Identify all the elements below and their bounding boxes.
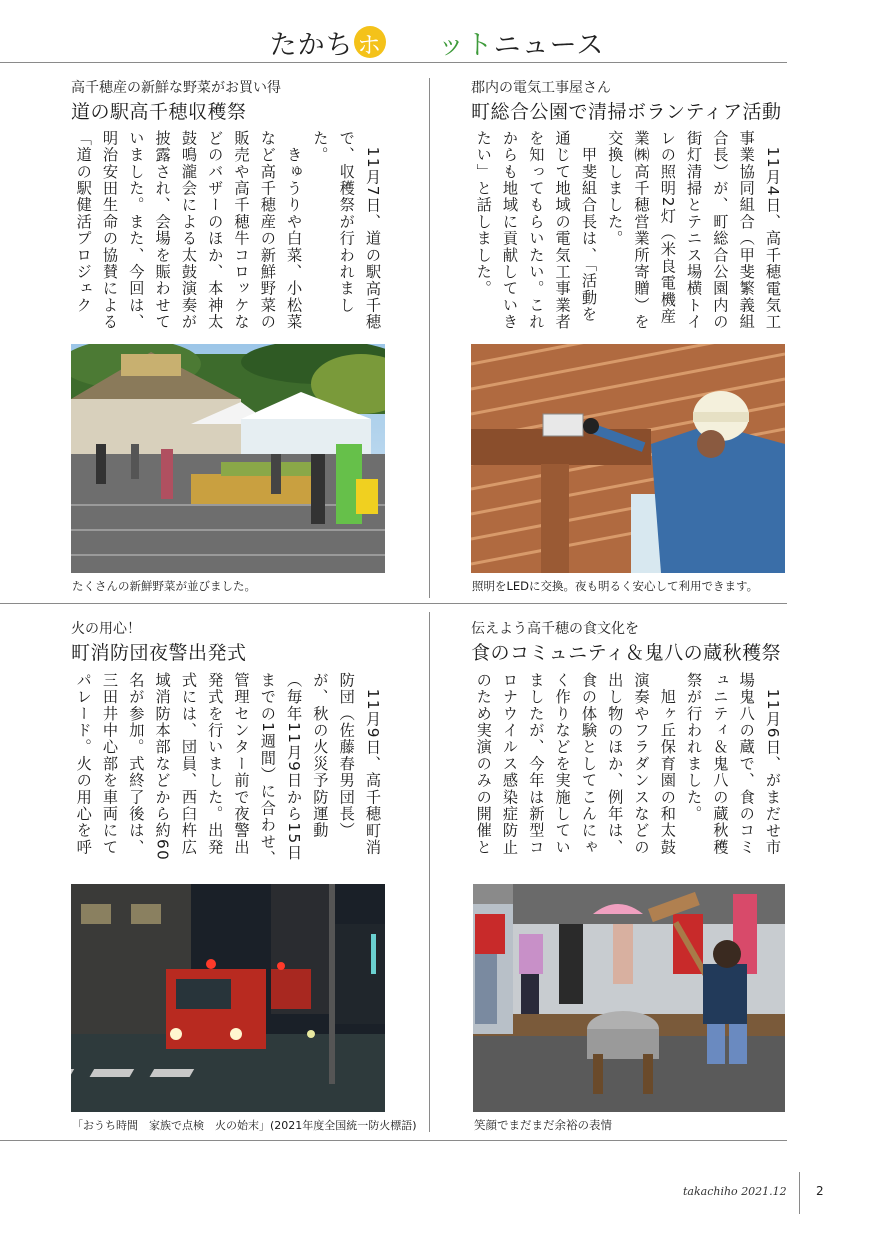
masthead-title-hot: ホ ット bbox=[354, 23, 494, 62]
article-body: 11月4日、高千穂電気工事業協同組合（甲斐繁義組合長）が、町総合公園内の街灯清掃とテニス場横トイレの照明2灯（米良電機産業㈱高千穂営業所寄贈）を交換しました。 甲斐組合長は、「活動を通じて地域の電気工事業者を知ってもらいたい。これからも地域に貢献していきたい」と話しました。 bbox=[474, 130, 782, 331]
article-headline: 町消防団夜警出発式 bbox=[71, 642, 247, 664]
photo-caption: たくさんの新鮮野菜が並びました。 bbox=[72, 579, 256, 593]
masthead-title-pre: たかち bbox=[269, 29, 354, 61]
article-body: 11月9日、高千穂町消防団（佐藤春男団長）が、秋の火災予防運動（毎年11月9日から15日までの1週間）に合わせ、管理センター前で夜警出発式を行いました。出発式には、団員、西臼杵広域消防本部などから約60名が参加。式終了後は、三田井中心部を車両にてパレード。火の用心を呼 bbox=[74, 672, 382, 867]
photo-harvest-festival bbox=[71, 344, 385, 573]
article-kicker: 郡内の電気工事屋さん bbox=[471, 80, 611, 96]
photo-fire-brigade-night bbox=[71, 884, 385, 1112]
article-kicker: 火の用心！ bbox=[71, 621, 141, 637]
masthead-title-post: ニュース bbox=[493, 29, 605, 61]
article-headline: 食のコミュニティ＆鬼八の蔵秋穫祭 bbox=[471, 642, 782, 664]
photo-caption: 照明をLEDに交換。夜も明るく安心して利用できます。 bbox=[472, 579, 759, 593]
column-divider-top bbox=[429, 78, 430, 598]
footer-publication: takachiho 2021.12 bbox=[683, 1185, 787, 1198]
page-number: 2 bbox=[816, 1184, 824, 1198]
footer-rule bbox=[0, 1140, 787, 1141]
article-kicker: 伝えよう高千穂の食文化を bbox=[471, 621, 639, 637]
article-headline: 道の駅高千穂収穫祭 bbox=[71, 101, 247, 123]
header-rule bbox=[0, 62, 787, 63]
article-body: 11月7日、道の駅高千穂で、収穫祭が行われました。 きゅうりや白菜、小松菜など高千穂産の新鮮野菜の販売や高千穂牛コロッケなどのバザーのほか、本神太鼓鳴瀧会による太鼓演奏が披露され、会場を賑わせていました。また、今回は、明治安田生命の協賛による「道の駅健活プロジェク bbox=[74, 130, 382, 331]
footer-divider bbox=[799, 1172, 800, 1214]
photo-mochi-pounding bbox=[473, 884, 785, 1112]
photo-light-replacement bbox=[471, 344, 785, 573]
footer-issue: 2021.12 bbox=[741, 1185, 787, 1198]
hot-circle-icon: ホ bbox=[354, 26, 386, 58]
photo-caption: 笑顔でまだまだ余裕の表情 bbox=[474, 1118, 612, 1132]
masthead-title bbox=[0, 22, 874, 62]
article-headline: 町総合公園で清掃ボランティア活動 bbox=[471, 101, 782, 123]
article-body: 11月6日、がまだせ市場鬼八の蔵で、食のコミュニティ＆鬼八の蔵秋穫祭が行われました。 旭ヶ丘保育園の和太鼓演奏やフラダンスなどの出し物のほか、例年は、食の体験としてこんにゃく作りなどを実施していましたが、今年は新型コロナウイルス感染症防止のため実演のみの開催と bbox=[474, 672, 782, 856]
column-divider-bottom bbox=[429, 612, 430, 1132]
photo-caption: 「おうち時間 家族で点検 火の始末」(2021年度全国統一防火標語) bbox=[72, 1119, 417, 1132]
article-kicker: 高千穂産の新鮮な野菜がお買い得 bbox=[71, 80, 281, 96]
row-divider bbox=[0, 603, 787, 604]
